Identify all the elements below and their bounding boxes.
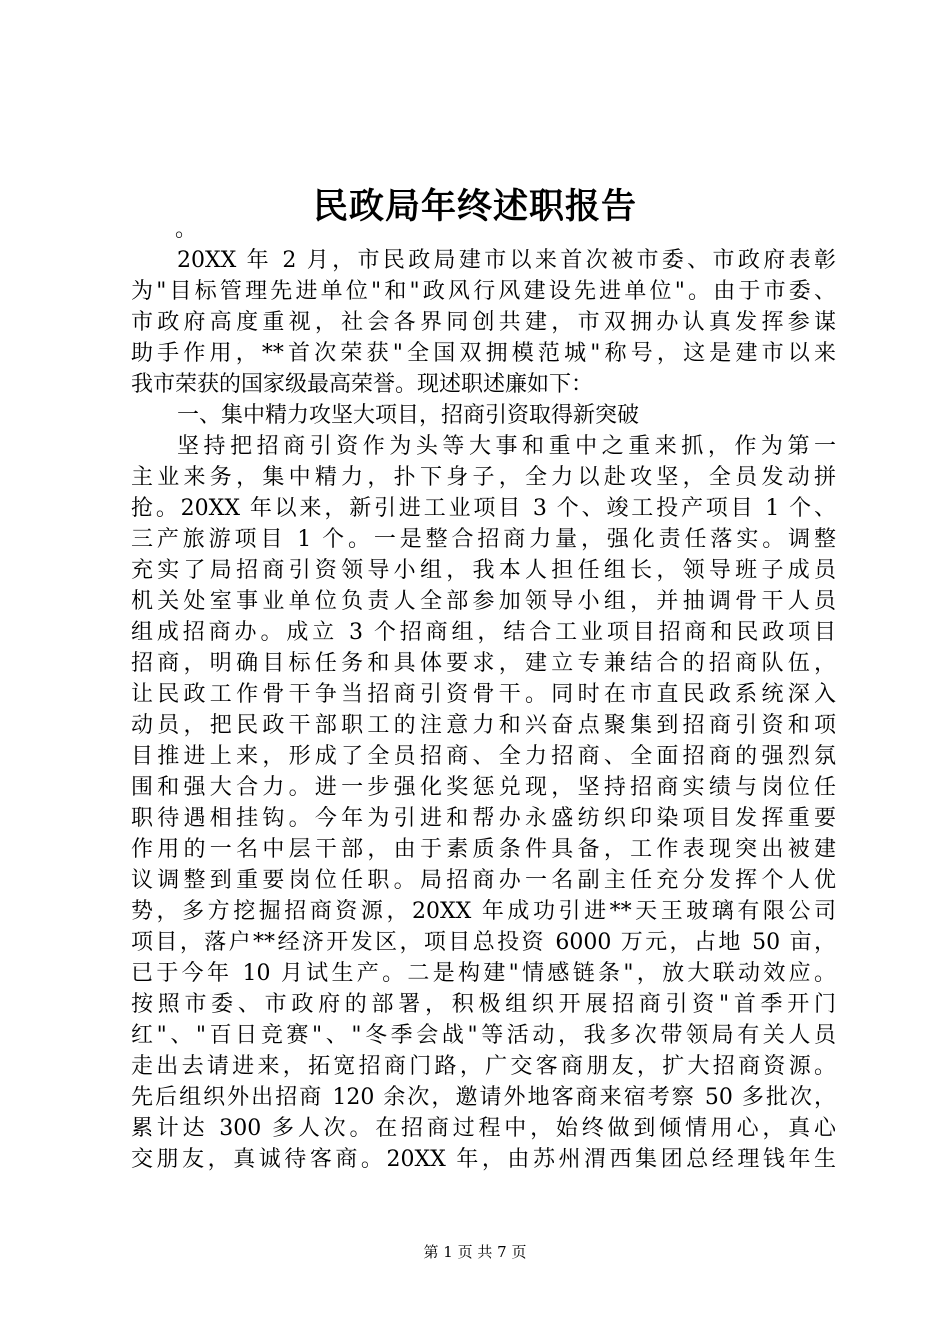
body-line: 已于今年 10 月试生产。二是构建"情感链条"，放大联动效应。 bbox=[131, 961, 836, 986]
document-title: 民政局年终述职报告 bbox=[312, 186, 637, 227]
body-line: 让民政工作骨干争当招商引资骨干。同时在市直民政系统深入 bbox=[131, 682, 836, 707]
body-line: 抢。20XX 年以来，新引进工业项目 3 个、竣工投产项目 1 个、 bbox=[131, 496, 836, 521]
body-line: 组成招商办。成立 3 个招商组，结合工业项目招商和民政项目 bbox=[131, 620, 836, 645]
body-line: 充实了局招商引资领导小组，我本人担任组长，领导班子成员 bbox=[131, 558, 836, 583]
body-line: 招商，明确目标任务和具体要求，建立专兼结合的招商队伍， bbox=[131, 651, 836, 676]
body-line: 红"、"百日竞赛"、"冬季会战"等活动，我多次带领局有关人员 bbox=[131, 1023, 836, 1048]
body-line: 助手作用，**首次荣获"全国双拥模范城"称号，这是建市以来 bbox=[131, 341, 836, 366]
body-line: 交朋友，真诚待客商。20XX 年，由苏州渭西集团总经理钱年生 bbox=[131, 1147, 836, 1172]
body-line: 作用的一名中层干部，由于素质条件具备，工作表现突出被建 bbox=[131, 837, 836, 862]
body-line: 主业来务，集中精力，扑下身子，全力以赴攻坚，全员发动拼 bbox=[131, 465, 836, 490]
body-line: 动员，把民政干部职工的注意力和兴奋点聚集到招商引资和项 bbox=[131, 713, 836, 738]
body-line: 为"目标管理先进单位"和"政风行风建设先进单位"。由于市委、 bbox=[131, 279, 836, 304]
body-line: 按照市委、市政府的部署，积极组织开展招商引资"首季开门 bbox=[131, 992, 836, 1017]
body-line: 走出去请进来，拓宽招商门路，广交客商朋友，扩大招商资源。 bbox=[131, 1054, 836, 1079]
body-line: 我市荣获的国家级最高荣誉。现述职述廉如下： bbox=[131, 372, 594, 397]
body-line: 市政府高度重视，社会各界同创共建，市双拥办认真发挥参谋 bbox=[131, 310, 836, 335]
body-line: 项目，落户**经济开发区，项目总投资 6000 万元，占地 50 亩， bbox=[131, 930, 836, 955]
body-line: 20XX 年 2 月，市民政局建市以来首次被市委、市政府表彰 bbox=[177, 248, 836, 273]
body-line: 机关处室事业单位负责人全部参加领导小组，并抽调骨干人员 bbox=[131, 589, 836, 614]
body-line: 议调整到重要岗位任职。局招商办一名副主任充分发挥个人优 bbox=[131, 868, 836, 893]
section-heading: 一、集中精力攻坚大项目，招商引资取得新突破 bbox=[177, 403, 640, 428]
body-line: 先后组织外出招商 120 余次，邀请外地客商来宿考察 50 多批次， bbox=[131, 1085, 836, 1110]
page-footer: 第 1 页 共 7 页 bbox=[423, 1243, 527, 1261]
document-body bbox=[131, 214, 836, 1175]
body-line: 坚持把招商引资作为头等大事和重中之重来抓，作为第一 bbox=[177, 434, 836, 459]
body-line: 势，多方挖掘招商资源，20XX 年成功引进**天王玻璃有限公司 bbox=[131, 899, 836, 924]
body-line: 累计达 300 多人次。在招商过程中，始终做到倾情用心，真心 bbox=[131, 1116, 836, 1141]
body-line: 职待遇相挂钩。今年为引进和帮办永盛纺织印染项目发挥重要 bbox=[131, 806, 836, 831]
body-line: 目推进上来，形成了全员招商、全力招商、全面招商的强烈氛 bbox=[131, 744, 836, 769]
body-line: 三产旅游项目 1 个。一是整合招商力量，强化责任落实。调整 bbox=[131, 527, 836, 552]
body-line: 。 bbox=[175, 217, 198, 242]
body-line: 围和强大合力。进一步强化奖惩兑现，坚持招商实绩与岗位任 bbox=[131, 775, 836, 800]
